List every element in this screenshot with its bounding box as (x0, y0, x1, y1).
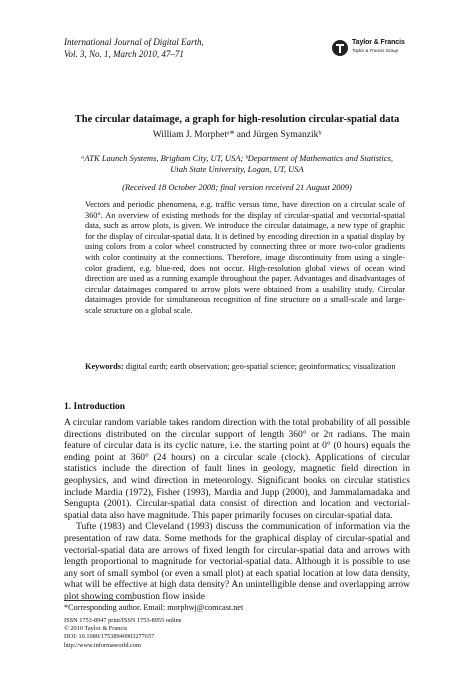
keywords-label: Keywords: (85, 362, 124, 371)
affiliation-line: ᵃATK Launch Systems, Brigham City, UT, USA; ᵇDepartment of Mathematics and Statistics, (81, 153, 393, 163)
journal-header (64, 36, 204, 60)
journal-name: International Journal of Digital Earth, (64, 37, 204, 47)
affiliation-line: Utah State University, Logan, UT, USA (170, 164, 304, 174)
article-title: The circular dataimage, a graph for high-resolution circular-spatial data (74, 114, 400, 125)
paragraph: A circular random variable takes random direction with the total probability of all possible directions distributed on the circular support of length 360° or 2π radians. The main feature of circular data is its cyclic nature, i.e. the starting point at 0° (0 hours) equals the ending point at 360° (24 hours) on a circular scale (clock). Applications of circular statistics include the direction of fault lines in geology, magnetic field direction in geophysics, and wind direction in meteorology. Significant books on circular statistics include Mardia (1972), Fisher (1993), Mardia and Jupp (2000), and Jammalamadaka and Sengupta (2001). Circular-spatial data consist of direction and location and vectorial-spatial data also have magnitude. This paper primarily focuses on circular-spatial data. (64, 418, 410, 521)
received-dates: (Received 18 October 2008; final version received 21 August 2009) (122, 182, 352, 192)
abstract-text: Vectors and periodic phenomena, e.g. traffic versus time, have direction on a circular scale of 360°. An overview of existing methods for the display of circular-spatial and vectorial-spatial data, such as arrow plots, is given. We introduce the circular dataimage, a new type of graphic for the display of circular-spatial data. It is defined by encoding direction in a spatial display by using colors from a color wheel constructed by connecting three or more two-color gradients with color continuity at the connections. Therefore, image discontinuity from using a single-color gradient, e.g. blue-red, does not occur. High-resolution global views of ocean wind direction are used as a running example throughout the paper. Advantages and disadvantages of circular dataimages compared to arrow plots were obtained from a usability study. Circular dataimages provide for simultaneous recognition of fine structure on a small-scale and large-scale structure on a global scale. (85, 200, 405, 315)
author-affiliations (64, 153, 410, 175)
doi: DOI: 10.1080/17538940903277657 (64, 633, 155, 641)
publisher-logo (330, 38, 420, 60)
paragraph: Tufte (1983) and Cleveland (1993) discuss the communication of information via the presentation of raw data. Some methods for the graphical display of circular-spatial and vectorial-spatial data are arrows of fixed length for circular-spatial data and arrows with length proportional to magnitude for vectorial-spatial data. Although it is possible to use any sort of small symbol (or even a small plot) at each spatial location at low data density, what will be effective at high data density? An unintelligible dense and overlapping arrow plot showing combustion flow inside (64, 522, 410, 602)
keywords (85, 362, 405, 373)
section-body (64, 418, 410, 604)
issn: ISSN 1753-8947 print/ISSN 1753-8955 online (64, 617, 182, 624)
publisher-logo-icon (330, 38, 350, 58)
footnote-divider (64, 600, 134, 601)
keywords-list: digital earth; earth observation; geo-spatial science; geoinformatics; visualization (125, 362, 396, 371)
publisher-logo-text: Taylor & Francis (352, 39, 405, 46)
publication-metadata (64, 617, 182, 650)
section-heading: 1. Introduction (64, 402, 126, 412)
copyright: © 2010 Taylor & Francis (64, 625, 128, 633)
corresponding-author-footnote: *Corresponding author. Email: morphwj@comcast.net (64, 603, 244, 612)
journal-issue: Vol. 3, No. 1, March 2010, 47–71 (64, 49, 184, 59)
article-authors: William J. Morphetᵃ* and Jürgen Symanzikᵇ (152, 130, 322, 140)
publisher-url[interactable]: http://www.informaworld.com (64, 641, 141, 649)
abstract (85, 200, 405, 317)
publisher-logo-subtext: Taylor & Francis Group (352, 48, 399, 53)
